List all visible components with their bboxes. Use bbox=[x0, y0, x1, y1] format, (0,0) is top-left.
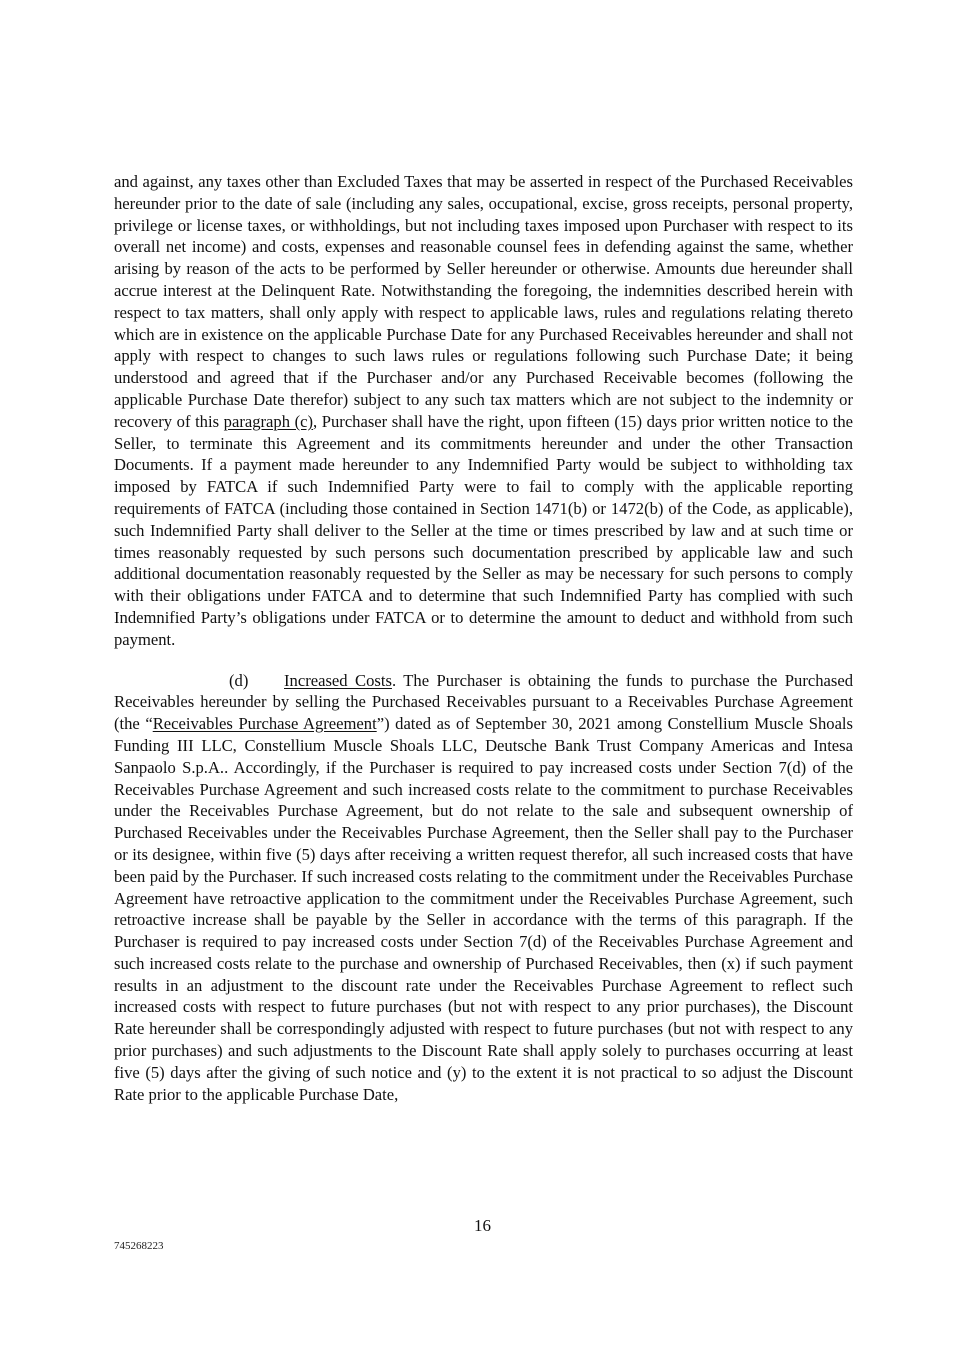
paragraph-text: . The Purchaser is obtaining the funds to purchase the Purchased Receivables hereunder by selling the Purchased Receivables pursuant to a Receivables Purchase Agreement (the “ bbox=[114, 670, 853, 734]
paragraph-tax-indemnity bbox=[114, 171, 853, 651]
document-id: 745268223 bbox=[114, 1240, 164, 1252]
paragraph-c-reference: paragraph (c) bbox=[223, 411, 314, 431]
page-number: 16 bbox=[474, 1216, 491, 1235]
section-label: (d) bbox=[229, 670, 249, 690]
document-body bbox=[114, 171, 853, 1105]
section-heading: Increased Costs bbox=[284, 670, 392, 690]
paragraph-text: and against, any taxes other than Excluded Taxes that may be asserted in respect of the Purchased Receivables hereunder prior to the date of sale (including any sales, occupational, excise, gross receipts, personal property, privilege or license taxes, or withholdings, but not including taxes imposed upon Purchaser with respect to its overall net income) and costs, expenses and reasonable counsel fees in defending against the same, whether arising by reason of the acts to be performed by Seller hereunder or otherwise. Amounts due hereunder shall accrue interest at the Delinquent Rate. Notwithstanding the foregoing, the indemnities described herein with respect to tax matters, shall only apply with respect to applicable laws, rules and regulations relating thereto which are in existence on the applicable Purchase Date for any Purchased Receivables hereunder and shall not apply with respect to changes to such laws rules or regulations following such Purchase Date; it being understood and agreed that if the Purchaser and/or any Purchased Receivable becomes (following the applicable Purchase Date therefor) subject to any such tax matters which are not subject to the indemnity or recovery of this bbox=[114, 172, 853, 431]
paragraph-text: ”) dated as of September 30, 2021 among Constellium Muscle Shoals Funding III LLC, Constellium Muscle Shoals LLC, Deutsche Bank Trust Company Americas and Intesa Sanpaolo S.p.A.. Accordingly, if the Purchaser is required to pay increased costs under Section 7(d) of the Receivables Purchase Agreement and such increased costs relate to the commitment to purchase Receivables under the Receivables Purchase Agreement, but do not relate to the sale and subsequent ownership of Purchased Receivables under the Receivables Purchase Agreement, then the Seller shall pay to the Purchaser or its designee, within five (5) days after receiving a written request therefor, all such increased costs that have been paid by the Purchaser. If such increased costs relating to the commitment under the Receivables Purchase Agreement have retroactive application to the commitment under the Receivables Purchase Agreement, such retroactive increase shall be payable by the Seller in accordance with the terms of this paragraph. If the Purchaser is required to pay increased costs under Section 7(d) of the Receivables Purchase Agreement and such increased costs relate to the purchase and ownership of Purchased Receivables, then (x) if such payment results in an adjustment to the discount rate under the Receivables Purchase Agreement to reflect such increased costs with respect to future purchases (but not with respect to any prior purchases), the Discount Rate hereunder shall be correspondingly adjusted with respect to future purchases (but not with respect to any prior purchases) and such adjustments to the Discount Rate shall apply solely to purchases occurring at least five (5) days after the giving of such notice and (y) to the extent it is not practical to so adjust the Discount Rate prior to the applicable Purchase Date, bbox=[114, 714, 853, 1104]
defined-term: Receivables Purchase Agreement bbox=[152, 714, 377, 734]
paragraph-text: , Purchaser shall have the right, upon fifteen (15) days prior written notice to the Seller, to terminate this Agreement and its commitments hereunder and under the other Transaction Documents. If a payment made hereunder to any Indemnified Party would be subject to withholding tax imposed by FATCA if such Indemnified Party were to fail to comply with the applicable reporting requirements of FATCA (including those contained in Section 1471(b) or 1472(b) of the Code, as applicable), such Indemnified Party shall deliver to the Seller at the time or times prescribed by law and at such time or times reasonably requested by such persons such documentation prescribed by applicable law and such additional documentation reasonably requested by the Seller as may be necessary for such persons to comply with their obligations under FATCA and to determine that such Indemnified Party has complied with such Indemnified Party’s obligations under FATCA or to determine the amount to deduct and withhold from such payment. bbox=[114, 411, 854, 649]
paragraph-increased-costs bbox=[114, 670, 853, 1106]
